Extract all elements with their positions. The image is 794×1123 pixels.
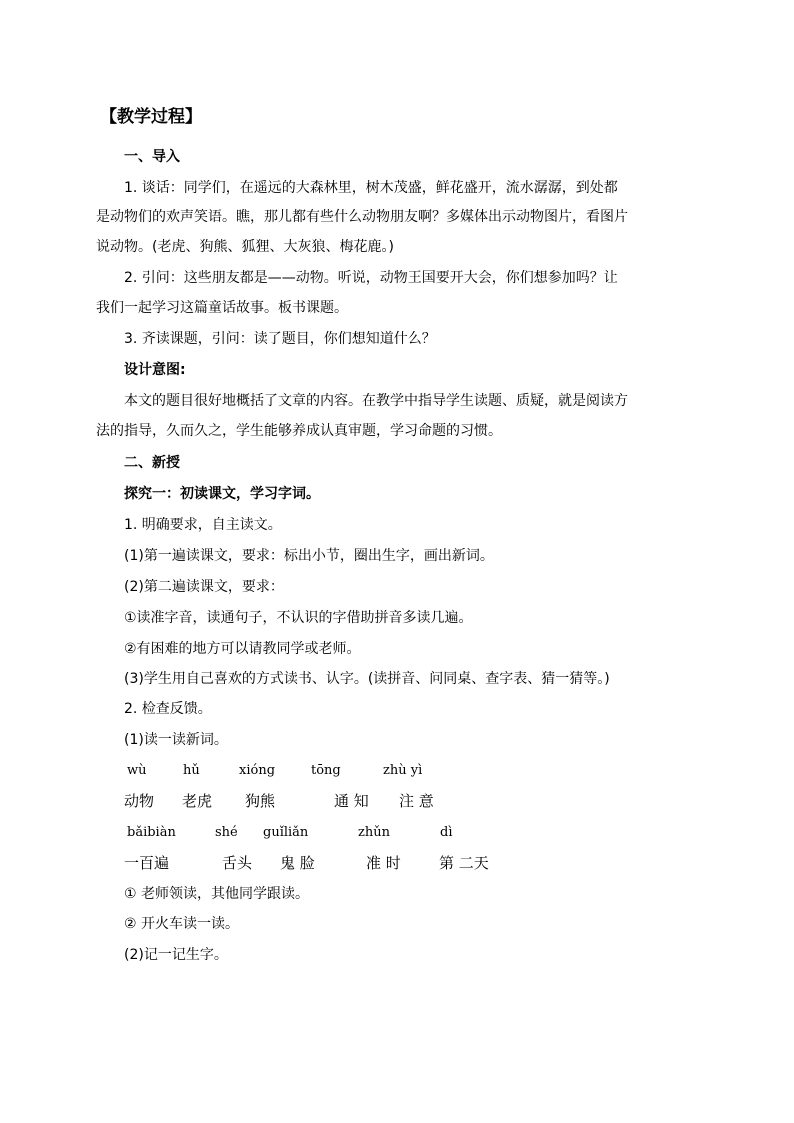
list-item: (2)记一记生字。 (124, 947, 228, 963)
pinyin: bǎibiàn (127, 825, 176, 840)
list-item: 1. 明确要求，自主读文。 (124, 517, 282, 533)
vocab-word: 动物 (124, 792, 155, 810)
list-item: 2. 检查反馈。 (124, 701, 212, 717)
list-item: (1)第一遍读课文，要求：标出小节，圈出生字，画出新词。 (124, 548, 494, 564)
list-item: (1)读一读新词。 (124, 732, 228, 748)
heading-new-lesson: 二、新授 (124, 455, 180, 471)
vocab-word: 通 知 (334, 792, 369, 810)
pinyin: guǐliǎn (263, 825, 309, 840)
pinyin: tōng (311, 763, 341, 778)
list-item: (2)第二遍读课文，要求： (124, 579, 284, 595)
vocab-word: 第 二天 (439, 854, 489, 872)
vocab-word: 一百遍 (124, 854, 170, 872)
paragraph-line: 3. 齐读课题，引问：读了题目，你们想知道什么？ (124, 331, 436, 347)
section-title: 【教学过程】 (100, 107, 202, 127)
list-item: ②有困难的地方可以请教同学或老师。 (124, 641, 361, 657)
pinyin: shé (215, 825, 238, 840)
heading-intro: 一、导入 (124, 149, 180, 165)
explore-heading: 探究一：初读课文，学习字词。 (124, 486, 320, 502)
paragraph-line: 说动物。(老虎、狗熊、狐狸、大灰狼、梅花鹿。) (96, 239, 394, 255)
pinyin: wù (127, 763, 147, 778)
vocab-word: 狗熊 (245, 792, 276, 810)
paragraph-line: 是动物们的欢声笑语。瞧，那儿都有些什么动物朋友啊？多媒体出示动物图片，看图片 (96, 209, 628, 225)
pinyin: zhù yì (383, 763, 423, 778)
vocab-word: 准 时 (366, 854, 401, 872)
vocab-word: 老虎 (182, 792, 213, 810)
pinyin: xióng (239, 763, 276, 778)
list-item: ② 开火车读一读。 (124, 916, 240, 932)
paragraph-line: 本文的题目很好地概括了文章的内容。在教学中指导学生读题、质疑，就是阅读方 (124, 393, 628, 409)
list-item: (3)学生用自己喜欢的方式读书、认字。(读拼音、问同桌、查字表、猜一猜等。) (124, 671, 610, 687)
pinyin: hǔ (183, 763, 200, 778)
vocab-word: 舌头 (222, 854, 253, 872)
paragraph-line: 法的指导，久而久之，学生能够养成认真审题，学习命题的习惯。 (96, 423, 502, 439)
paragraph-line: 2. 引问：这些朋友都是——动物。听说，动物王国要开大会，你们想参加吗？让 (124, 270, 618, 286)
pinyin: zhǔn (358, 825, 390, 840)
vocab-word: 鬼 脸 (280, 854, 315, 872)
list-item: ①读准字音，读通句子，不认识的字借助拼音多读几遍。 (124, 610, 473, 626)
paragraph-line: 我们一起学习这篇童话故事。板书课题。 (96, 300, 348, 316)
vocab-word: 注 意 (399, 792, 434, 810)
pinyin: dì (440, 825, 453, 840)
paragraph-line: 1. 谈话：同学们，在遥远的大森林里，树木茂盛，鲜花盛开，流水潺潺，到处都 (124, 180, 618, 196)
design-intent-label: 设计意图: (124, 362, 186, 378)
list-item: ① 老师领读，其他同学跟读。 (124, 886, 310, 902)
